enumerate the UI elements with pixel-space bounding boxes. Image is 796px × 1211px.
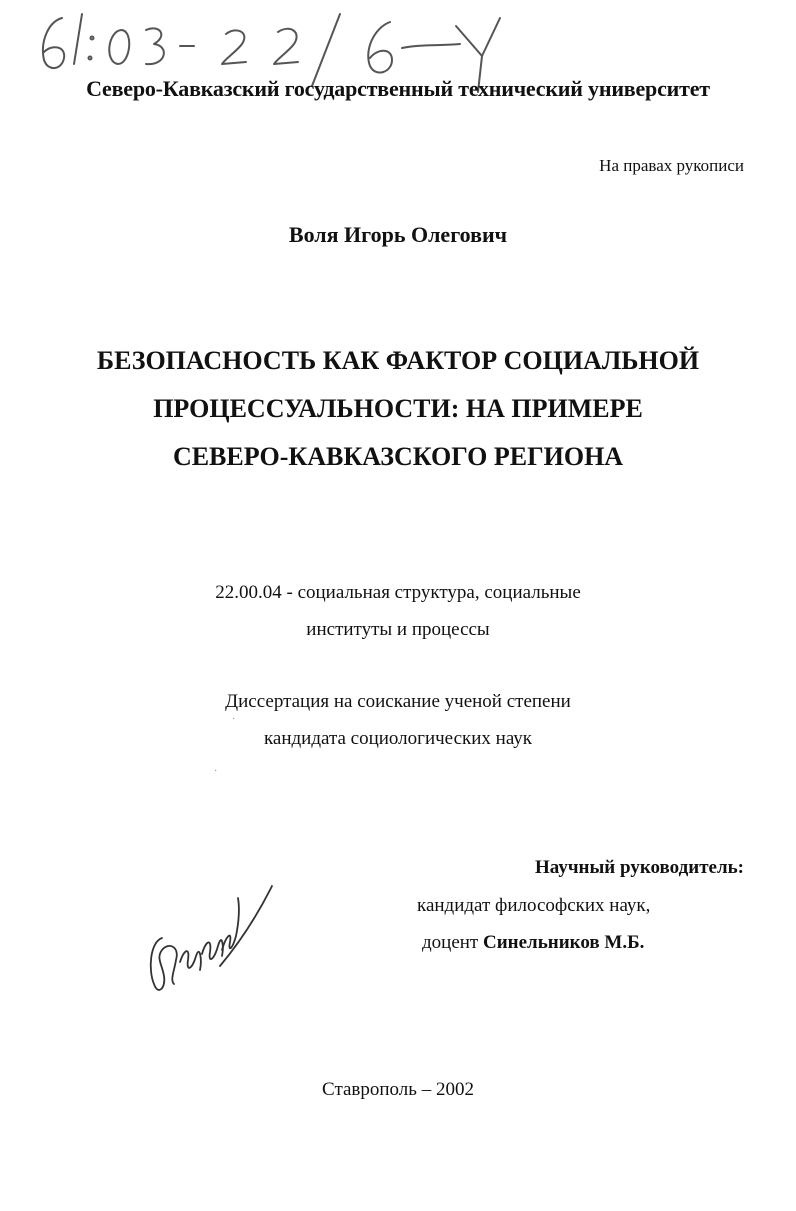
dissertation-title xyxy=(0,337,796,481)
supervisor-position: доцент xyxy=(422,932,479,953)
university-name: Северо-Кавказский государственный технический университет xyxy=(86,76,710,101)
specialty-block xyxy=(0,574,796,648)
manuscript-rights-note: На правах рукописи xyxy=(599,156,744,175)
scan-speck: · xyxy=(232,714,236,725)
degree-block xyxy=(0,683,796,757)
specialty-line-1: 22.00.04 - социальная структура, социальные xyxy=(215,582,581,603)
title-line-3: СЕВЕРО-КАВКАЗСКОГО РЕГИОНА xyxy=(172,442,624,471)
degree-line-2: кандидата социологических наук xyxy=(263,728,533,749)
supervisor-heading: Научный руководитель: xyxy=(535,857,744,878)
city-and-year: Ставрополь – 2002 xyxy=(322,1079,474,1100)
author-name: Воля Игорь Олегович xyxy=(288,222,508,247)
degree-line-1: Диссертация на соискание ученой степени xyxy=(225,691,571,712)
title-line-2: ПРОЦЕССУАЛЬНОСТИ: НА ПРИМЕРЕ xyxy=(153,394,643,423)
scan-speck: · xyxy=(214,766,218,777)
supervisor-line xyxy=(422,932,644,954)
specialty-line-2: институты и процессы xyxy=(306,619,490,640)
supervisor-name: Синельников М.Б. xyxy=(483,932,645,953)
title-line-1: БЕЗОПАСНОСТЬ КАК ФАКТОР СОЦИАЛЬНОЙ xyxy=(96,346,700,375)
supervisor-degree: кандидат философских наук, xyxy=(417,895,651,916)
handwritten-signature xyxy=(140,880,280,1005)
